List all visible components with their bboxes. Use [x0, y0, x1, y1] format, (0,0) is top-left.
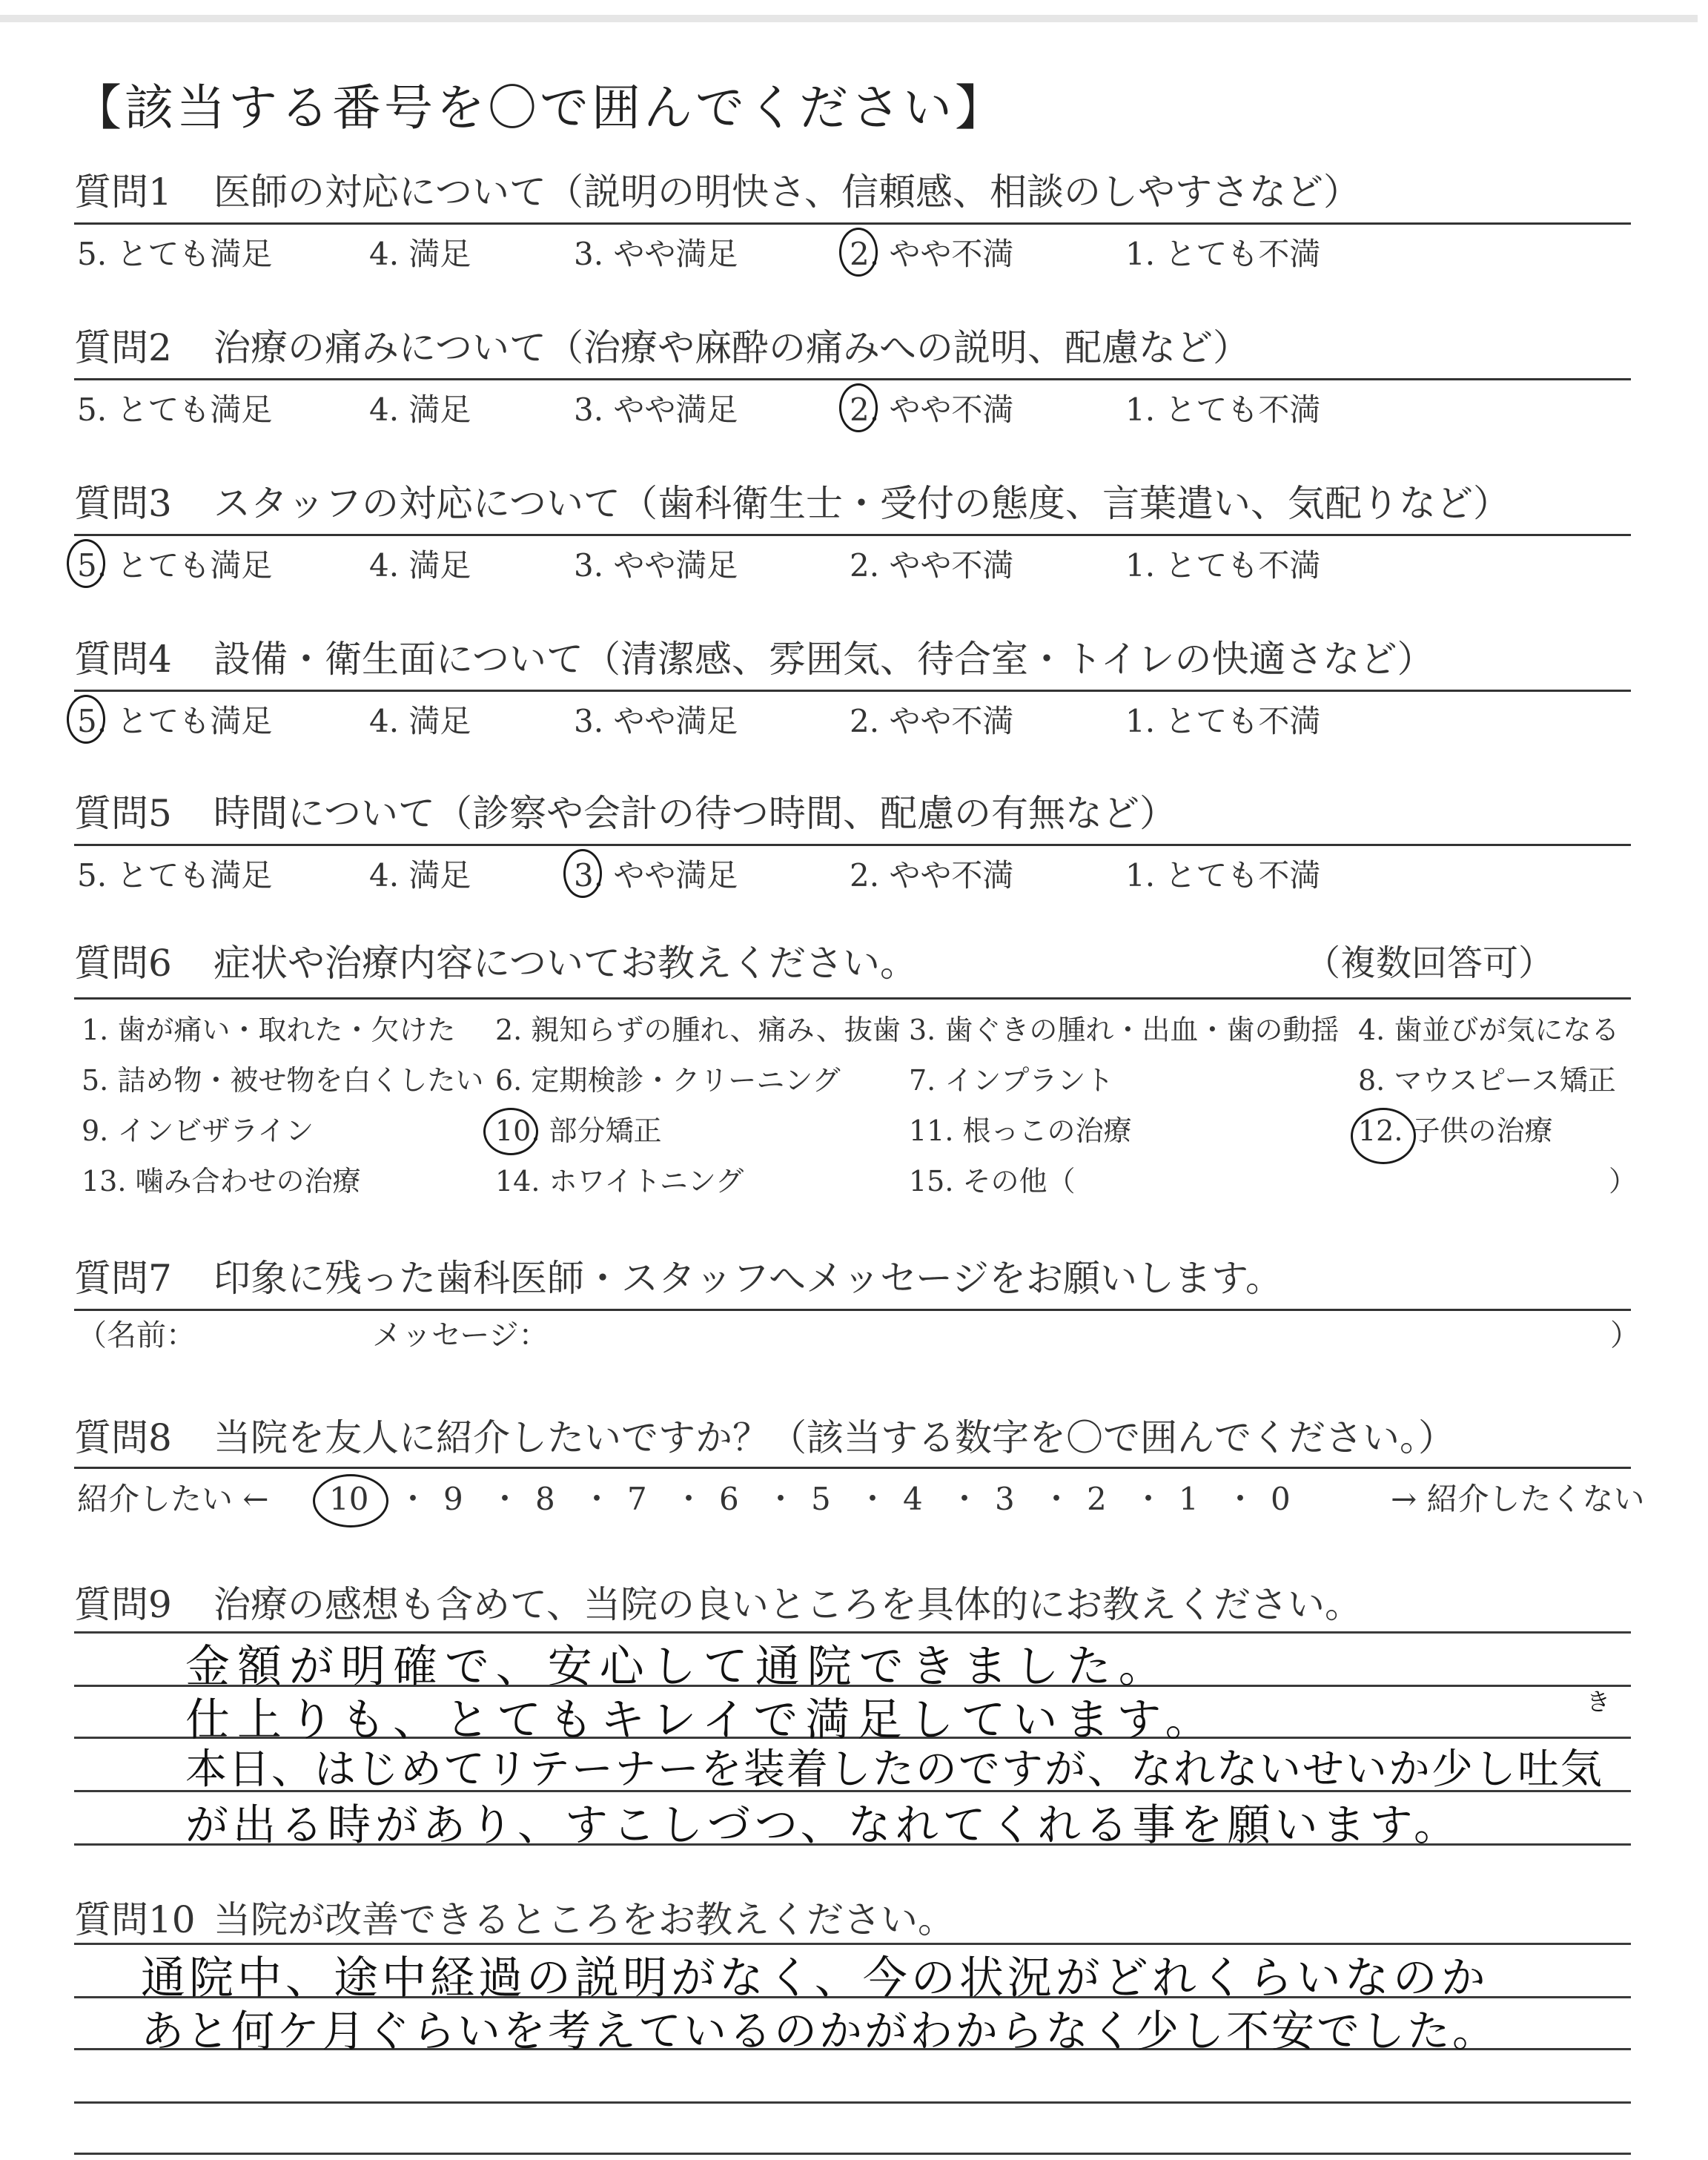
symptom-option[interactable]: 3. 歯ぐきの腫れ・出血・歯の動揺: [909, 1014, 1340, 1046]
question-3-heading: [74, 478, 1631, 529]
scale-number[interactable]: 6: [719, 1481, 739, 1517]
scale-separator: ・: [397, 1481, 429, 1517]
question-text: 印象に残った歯科医師・スタッフへメッセージをお願いします。: [214, 1257, 1282, 1300]
symptom-option[interactable]: 8. マウスピース矯正: [1358, 1064, 1616, 1097]
rating-option[interactable]: 2. やや不満: [850, 392, 1014, 428]
symptom-option[interactable]: 12. 子供の治療: [1358, 1114, 1553, 1147]
question-6-heading: [74, 938, 1631, 988]
selected-answer-circle: [483, 1108, 538, 1155]
rating-option[interactable]: 2. やや不満: [850, 703, 1014, 739]
rating-option[interactable]: 3. やや満足: [574, 857, 738, 894]
question-1-rule: [74, 222, 1631, 225]
question-text: 時間について（診察や会計の待つ時間、配慮の有無など）: [214, 792, 1176, 835]
rating-options: [77, 853, 1634, 898]
question-text: 当院を友人に紹介したいですか？（該当する数字を〇で囲んでください。）: [214, 1416, 1455, 1459]
selected-answer-circle: [67, 695, 105, 744]
rating-option[interactable]: 5. とても満足: [77, 392, 273, 428]
scale-separator: ・: [489, 1481, 521, 1517]
q9-answer-line-4: が出る時があり、すこしづつ、なれてくれる事を願います。: [185, 1800, 1462, 1850]
scale-separator: ・: [1041, 1481, 1073, 1517]
scale-number[interactable]: 4: [903, 1481, 923, 1517]
question-text: 症状や治療内容についてお教えください。: [214, 942, 917, 985]
selected-answer-circle: [839, 383, 878, 432]
scale-separator: ・: [1133, 1481, 1165, 1517]
question-number: 質問6: [74, 942, 172, 985]
rating-option[interactable]: 5. とても満足: [77, 547, 273, 584]
scale-number[interactable]: 2: [1087, 1481, 1107, 1517]
symptom-option[interactable]: 1. 歯が痛い・取れた・欠けた: [82, 1014, 456, 1046]
question-number: 質問10: [74, 1898, 196, 1941]
q9-insert-note: き: [1586, 1688, 1611, 1716]
question-9-heading: [74, 1579, 1631, 1630]
scale-number[interactable]: 3: [995, 1481, 1015, 1517]
question-number: 質問3: [74, 482, 172, 525]
question-text: 治療の痛みについて（治療や麻酔の痛みへの説明、配慮など）: [214, 326, 1250, 369]
question-text: 治療の感想も含めて、当院の良いところを具体的にお教えください。: [214, 1583, 1362, 1626]
selected-answer-circle: [313, 1474, 388, 1527]
question-4-rule: [74, 690, 1631, 692]
selected-answer-circle: [67, 539, 105, 588]
rating-options: [77, 232, 1634, 277]
selected-answer-circle: [1351, 1108, 1416, 1164]
form-title: 【該当する番号を〇で囲んでください】: [73, 79, 1007, 136]
symptom-option[interactable]: 14. ホワイトニング: [495, 1165, 744, 1198]
question-text: スタッフの対応について（歯科衛生士・受付の態度、言葉遣い、気配りなど）: [214, 482, 1510, 525]
scale-number[interactable]: 10: [329, 1481, 369, 1517]
rating-option[interactable]: 1. とても不満: [1125, 392, 1321, 428]
rating-option[interactable]: 1. とても不満: [1125, 857, 1321, 894]
scale-number[interactable]: 9: [443, 1481, 463, 1517]
question-8-rule: [74, 1467, 1631, 1469]
rating-option[interactable]: 2. やや不満: [850, 857, 1014, 894]
question-number: 質問2: [74, 326, 172, 369]
scale-separator: ・: [581, 1481, 613, 1517]
symptom-option[interactable]: 13. 噛み合わせの治療: [82, 1165, 361, 1198]
selected-answer-circle: [563, 849, 602, 898]
multi-answer-note: （複数回答可）: [1304, 942, 1554, 984]
scale-number[interactable]: 7: [627, 1481, 647, 1517]
question-10-heading: [74, 1895, 1631, 1945]
question-number: 質問8: [74, 1416, 172, 1459]
question-number: 質問9: [74, 1583, 172, 1626]
question-4-heading: [74, 634, 1631, 684]
rating-options: [77, 388, 1634, 432]
rating-option[interactable]: 1. とても不満: [1125, 236, 1321, 272]
symptom-option[interactable]: 10. 部分矯正: [495, 1114, 662, 1147]
scale-left-label: 紹介したい ←: [77, 1481, 269, 1517]
question-2-rule: [74, 378, 1631, 380]
question-number: 質問5: [74, 792, 172, 835]
question-6-rule: [74, 997, 1631, 1000]
symptom-option[interactable]: 7. インプラント: [909, 1064, 1114, 1097]
rating-option[interactable]: 5. とても満足: [77, 857, 273, 894]
selected-answer-circle: [839, 228, 878, 277]
rating-option[interactable]: 2. やや不満: [850, 236, 1014, 272]
question-text: 医師の対応について（説明の明快さ、信頼感、相談のしやすさなど）: [214, 171, 1360, 214]
scale-number[interactable]: 5: [811, 1481, 831, 1517]
question-number: 質問7: [74, 1257, 172, 1300]
rating-option[interactable]: 1. とても不満: [1125, 703, 1321, 739]
scale-number[interactable]: 8: [535, 1481, 555, 1517]
question-number: 質問1: [74, 171, 172, 214]
message-close-paren: ）: [1610, 1318, 1640, 1353]
message-label: メッセージ：: [372, 1318, 549, 1353]
scale-separator: ・: [765, 1481, 797, 1517]
symptom-option[interactable]: 9. インビザライン: [82, 1114, 314, 1147]
question-5-heading: [74, 788, 1631, 839]
rating-option[interactable]: 4. 満足: [369, 703, 471, 739]
rating-option[interactable]: 4. 満足: [369, 392, 471, 428]
question-7-heading: [74, 1253, 1631, 1304]
name-label: （名前：: [77, 1318, 196, 1353]
symptom-option[interactable]: 15. その他（: [909, 1165, 1076, 1198]
q10-answer-line-1: 通院中、途中経過の説明がなく、今の状況がどれくらいなのか: [141, 1952, 1489, 2004]
question-8-heading: [74, 1413, 1631, 1463]
rating-option[interactable]: 3. やや満足: [574, 703, 738, 739]
recommend-scale: [77, 1476, 1645, 1523]
rating-option[interactable]: 5. とても満足: [77, 703, 273, 739]
symptom-option[interactable]: 5. 詰め物・被せ物を白くしたい: [82, 1064, 484, 1097]
question-2-heading: [74, 323, 1631, 373]
scale-right-label: → 紹介したくない: [1391, 1481, 1645, 1517]
rating-option[interactable]: 2. やや不満: [850, 547, 1014, 584]
question-1-heading: [74, 167, 1631, 217]
rating-options: [77, 544, 1634, 588]
symptom-option[interactable]: 11. 根っこの治療: [909, 1114, 1132, 1147]
question-text: 当院が改善できるところをお教えください。: [214, 1898, 955, 1941]
scale-number[interactable]: 1: [1179, 1481, 1199, 1517]
symptom-option[interactable]: 4. 歯並びが気になる: [1358, 1014, 1620, 1046]
scale-separator: ・: [673, 1481, 705, 1517]
question-5-rule: [74, 844, 1631, 846]
symptom-option[interactable]: ）: [1609, 1165, 1638, 1198]
rating-option[interactable]: 3. やや満足: [574, 547, 738, 584]
answer-line: [74, 2153, 1631, 2155]
symptom-option[interactable]: 2. 親知らずの腫れ、痛み、抜歯: [495, 1014, 901, 1046]
q9-answer-line-3: 本日、はじめてリテーナーを装着したのですが、なれないせいか少し吐気: [185, 1745, 1603, 1794]
q10-answer-line-2: あと何ケ月ぐらいを考えているのかがわからなく少し不安でした。: [141, 2006, 1498, 2056]
rating-option[interactable]: 5. とても満足: [77, 236, 273, 272]
question-3-rule: [74, 534, 1631, 536]
rating-option[interactable]: 3. やや満足: [574, 392, 738, 428]
rating-option[interactable]: 4. 満足: [369, 547, 471, 584]
rating-option[interactable]: 4. 満足: [369, 857, 471, 894]
question-7-rule: [74, 1309, 1631, 1311]
scale-separator: ・: [1225, 1481, 1257, 1517]
q9-answer-line-1: 金額が明確で、安心して通院できました。: [185, 1641, 1171, 1693]
question-text: 設備・衛生面について（清潔感、雰囲気、待合室・トイレの快適さなど）: [214, 638, 1434, 681]
scale-number[interactable]: 0: [1271, 1481, 1291, 1517]
question-number: 質問4: [74, 638, 172, 681]
scale-separator: ・: [949, 1481, 981, 1517]
scale-separator: ・: [857, 1481, 889, 1517]
rating-option[interactable]: 4. 満足: [369, 236, 471, 272]
rating-option[interactable]: 3. やや満足: [574, 236, 738, 272]
symptom-option[interactable]: 6. 定期検診・クリーニング: [495, 1064, 841, 1097]
answer-line: [74, 2101, 1631, 2104]
q9-answer-line-2: 仕上りも、とてもキレイで満足しています。: [185, 1694, 1217, 1746]
rating-option[interactable]: 1. とても不満: [1125, 547, 1321, 584]
rating-options: [77, 699, 1634, 744]
page-top-border: [0, 15, 1698, 22]
